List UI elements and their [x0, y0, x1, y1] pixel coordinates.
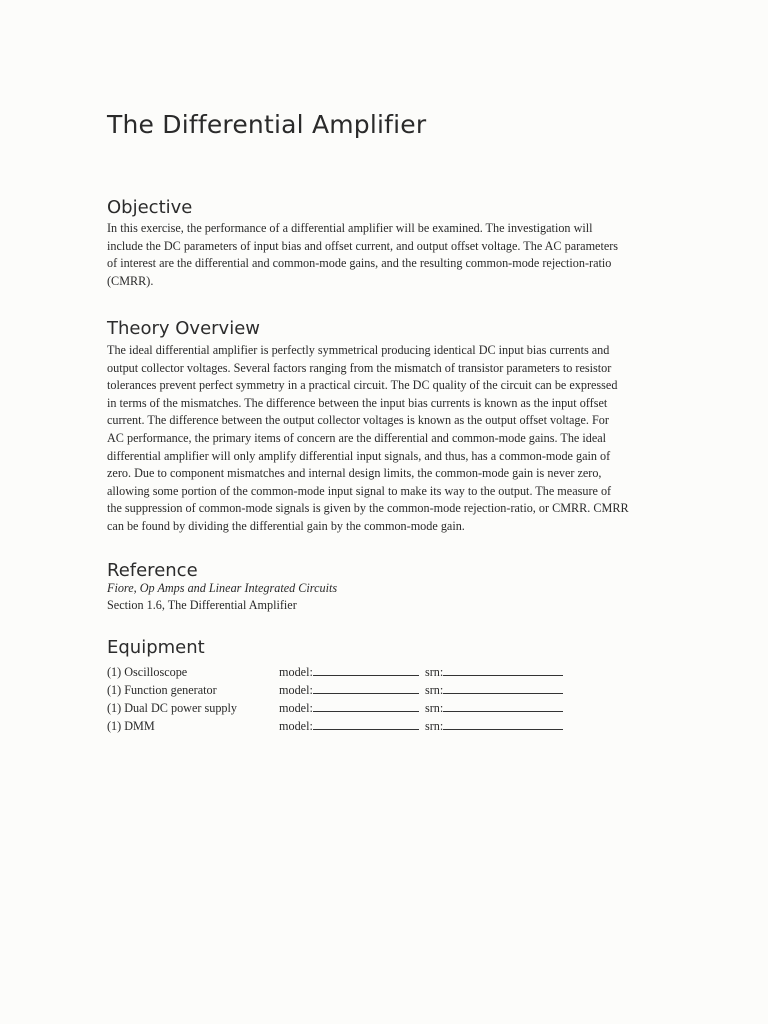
theory-line: AC performance, the primary items of concern are the differential and common-mode gains. The ideal [107, 430, 607, 445]
srn-label: srn: [425, 701, 444, 715]
model-field[interactable] [279, 681, 419, 699]
theory-line: allowing some portion of the common-mode input signal to make its way to the output. The measure of [107, 483, 612, 498]
theory-line: tolerances prevent perfect symmetry in a practical circuit. The DC quality of the circuit can be expressed [107, 378, 618, 393]
theory-paragraph [107, 342, 675, 536]
objective-line: of interest are the differential and common-mode gains, and the resulting common-mode rejection-ratio [107, 256, 612, 271]
model-label: model: [279, 665, 313, 679]
equipment-item: (1) Oscilloscope [107, 665, 188, 679]
objective-paragraph [107, 220, 675, 290]
page-title: The Differential Amplifier [107, 110, 427, 139]
model-blank[interactable] [313, 681, 419, 694]
srn-blank[interactable] [443, 717, 563, 730]
srn-field[interactable] [425, 717, 563, 735]
theory-line: zero. Due to component mismatches and internal design limits, the common-mode gain is never zero, [107, 466, 602, 481]
srn-label: srn: [425, 719, 444, 733]
srn-blank[interactable] [443, 681, 563, 694]
theory-line: current. The difference between the output collector voltages is known as the output offset voltage. For [107, 413, 609, 428]
theory-line: differential amplifier will only amplify differential input signals, and thus, has a common-mode gain of [107, 448, 611, 463]
model-blank[interactable] [313, 663, 419, 676]
srn-label: srn: [425, 683, 444, 697]
reference-block [107, 580, 337, 614]
objective-line: (CMRR). [107, 273, 154, 288]
equipment-heading: Equipment [107, 637, 205, 658]
equipment-item: (1) Dual DC power supply [107, 701, 237, 715]
model-blank[interactable] [313, 717, 419, 730]
theory-line: output collector voltages. Several factors ranging from the mismatch of transistor parameters to resistor [107, 360, 612, 375]
objective-heading: Objective [107, 197, 193, 218]
theory-line: the suppression of common-mode signals is given by the common-mode rejection-ratio, or CMRR. CMRR [107, 501, 629, 516]
model-label: model: [279, 701, 313, 715]
reference-section: Section 1.6, The Differential Amplifier [107, 598, 297, 612]
theory-line: can be found by dividing the differential gain by the common-mode gain. [107, 518, 465, 533]
srn-field[interactable] [425, 681, 563, 699]
reference-heading: Reference [107, 560, 198, 581]
model-field[interactable] [279, 699, 419, 717]
equipment-item: (1) Function generator [107, 683, 217, 697]
model-label: model: [279, 719, 313, 733]
srn-blank[interactable] [443, 699, 563, 712]
srn-label: srn: [425, 665, 444, 679]
srn-field[interactable] [425, 663, 563, 681]
srn-field[interactable] [425, 699, 563, 717]
theory-heading: Theory Overview [107, 318, 261, 339]
theory-line: The ideal differential amplifier is perfectly symmetrical producing identical DC input bias currents and [107, 343, 610, 357]
theory-line: in terms of the mismatches. The difference between the input bias currents is known as the input offset [107, 395, 608, 410]
equipment-item: (1) DMM [107, 719, 155, 733]
model-field[interactable] [279, 663, 419, 681]
reference-book: Fiore, Op Amps and Linear Integrated Circuits [107, 581, 338, 595]
model-label: model: [279, 683, 313, 697]
objective-line: In this exercise, the performance of a differential amplifier will be examined. The investigation will [107, 221, 593, 235]
srn-blank[interactable] [443, 663, 563, 676]
model-blank[interactable] [313, 699, 419, 712]
model-field[interactable] [279, 717, 419, 735]
objective-line: include the DC parameters of input bias and offset current, and output offset voltage. The AC parameters [107, 238, 619, 253]
